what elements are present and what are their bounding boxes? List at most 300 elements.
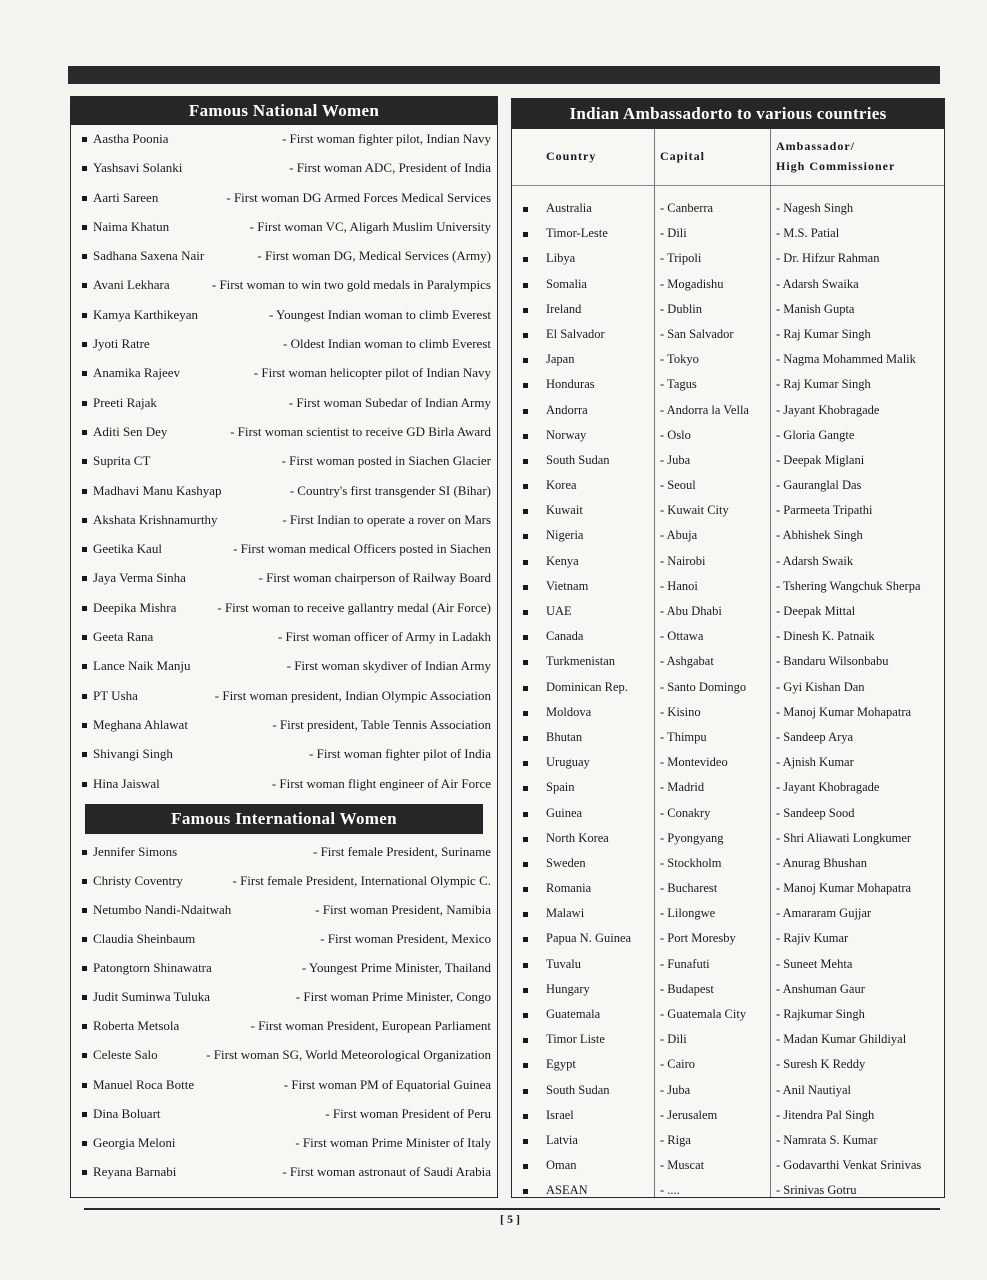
country-cell: Andorra [546, 402, 588, 417]
list-item [71, 983, 497, 1012]
international-women-heading: Famous International Women [85, 804, 483, 834]
list-item [71, 330, 497, 359]
achievement: - First woman Prime Minister, Congo [295, 989, 491, 1005]
list-item [71, 184, 497, 213]
achievement: - First woman PM of Equatorial Guinea [283, 1076, 491, 1092]
ambassador-cell: - Jayant Khobragade [776, 780, 880, 795]
ambassador-cell: - Amararam Gujjar [776, 906, 872, 921]
capital-cell: - Bucharest [660, 881, 718, 896]
header-capital: Capital [660, 149, 706, 163]
table-row [512, 322, 944, 347]
ambassador-cell: - Dr. Hifzur Rahman [776, 251, 880, 266]
table-row [512, 977, 944, 1002]
capital-cell: - Dili [660, 226, 687, 241]
table-row [512, 574, 944, 599]
bullet-icon [523, 232, 528, 237]
achievement: - First woman Prime Minister of Italy [295, 1134, 491, 1150]
ambassador-cell: - Manish Gupta [776, 301, 855, 316]
list-item [71, 770, 497, 799]
ambassador-cell: - Rajkumar Singh [776, 1007, 865, 1021]
ambassador-cell: - Tshering Wangchuk Sherpa [776, 578, 921, 593]
bullet-icon [523, 686, 528, 691]
table-row [512, 649, 944, 674]
capital-cell: - Madrid [660, 780, 705, 795]
achievement: - First woman VC, Aligarh Muslim University [249, 218, 491, 234]
page-number: [ 5 ] [500, 1212, 520, 1226]
woman-name: Deepika Mishra [93, 599, 177, 615]
country-cell: Timor Liste [546, 1032, 605, 1047]
list-item [71, 213, 497, 242]
list-item [71, 1071, 497, 1100]
ambassador-cell: - Bandaru Wilsonbabu [776, 654, 889, 669]
table-row [512, 246, 944, 271]
ambassador-cell: - Anurag Bhushan [776, 855, 867, 870]
bullet-icon [523, 283, 528, 288]
table-row [512, 926, 944, 951]
table-row [512, 549, 944, 574]
list-item [71, 925, 497, 954]
country-cell: Korea [546, 478, 577, 493]
ambassador-cell: - Suneet Mehta [776, 956, 853, 971]
capital-cell: - Dili [660, 1032, 687, 1047]
country-cell: Guinea [546, 805, 583, 820]
ambassador-cell: - Manoj Kumar Mohapatra [776, 881, 912, 896]
table-row [512, 398, 944, 423]
country-cell: Egypt [546, 1057, 576, 1072]
list-item [71, 1158, 497, 1187]
woman-name: Sadhana Saxena Nair [93, 248, 205, 264]
bullet-icon [523, 257, 528, 262]
list-item [71, 125, 497, 154]
women-column [70, 96, 498, 1198]
bullet-icon [523, 560, 528, 565]
country-cell: El Salvador [546, 326, 605, 341]
country-cell: South Sudan [546, 452, 610, 467]
achievement: - First woman medical Officers posted in Siachen [233, 541, 491, 557]
list-item [71, 447, 497, 476]
list-item [71, 154, 497, 183]
ambassador-cell: - Raj Kumar Singh [776, 326, 871, 341]
bullet-icon [523, 937, 528, 942]
table-row [512, 272, 944, 297]
ambassador-cell: - Adarsh Swaika [776, 276, 859, 291]
list-item [71, 594, 497, 623]
list-item [71, 506, 497, 535]
list-item [71, 242, 497, 271]
bullet-icon [523, 383, 528, 388]
achievement: - First woman President, Namibia [315, 902, 491, 918]
list-item [71, 535, 497, 564]
header-ambassador-line2: High Commissioner [776, 159, 896, 173]
ambassador-cell: - Manoj Kumar Mohapatra [776, 704, 912, 719]
ambassador-cell: - Srinivas Gotru [776, 1183, 857, 1198]
woman-name: Naima Khatun [93, 218, 170, 234]
capital-cell: - Riga [660, 1132, 691, 1147]
capital-cell: - Port Moresby [660, 931, 736, 946]
woman-name: Suprita CT [93, 453, 151, 469]
capital-cell: - Juba [660, 452, 691, 467]
bullet-icon [523, 509, 528, 514]
capital-cell: - Hanoi [660, 578, 698, 593]
woman-name: Aarti Sareen [93, 189, 159, 205]
ambassador-cell: - Gauranglal Das [776, 478, 862, 493]
woman-name: Geeta Rana [93, 629, 154, 645]
capital-cell: - Jerusalem [660, 1107, 718, 1122]
country-cell: Nigeria [546, 528, 584, 543]
bullet-icon [523, 812, 528, 817]
woman-name: Netumbo Nandi-Ndaitwah [93, 902, 232, 918]
bullet-icon [523, 1038, 528, 1043]
achievement: - First woman fighter pilot, Indian Navy [281, 131, 491, 146]
table-row [512, 851, 944, 876]
woman-name: Judit Suminwa Tuluka [93, 989, 211, 1005]
woman-name: Anamika Rajeev [93, 365, 180, 381]
country-cell: Latvia [546, 1132, 578, 1147]
table-row [512, 423, 944, 448]
woman-name: Roberta Metsola [93, 1018, 180, 1034]
ambassador-cell: - Sandeep Arya [776, 729, 854, 744]
bullet-icon [523, 887, 528, 892]
table-row [512, 599, 944, 624]
achievement: - First woman President, Mexico [320, 931, 491, 947]
capital-cell: - Guatemala City [660, 1007, 747, 1021]
bullet-icon [523, 837, 528, 842]
achievement: - Country's first transgender SI (Bihar) [289, 482, 491, 498]
table-row [512, 1052, 944, 1077]
woman-name: Jaya Verma Sinha [93, 570, 186, 586]
achievement: - First woman President of Peru [325, 1105, 491, 1121]
bullet-icon [523, 358, 528, 363]
capital-cell: - Canberra [660, 201, 714, 215]
woman-name: Akshata Krishnamurthy [93, 511, 218, 527]
woman-name: Preeti Rajak [93, 394, 157, 410]
country-cell: Dominican Rep. [546, 679, 628, 694]
list-item [71, 564, 497, 593]
bullet-icon [523, 912, 528, 917]
capital-cell: - Andorra la Vella [660, 402, 749, 417]
ambassadors-heading: Indian Ambassadorto to various countries [512, 99, 944, 129]
bullet-icon [523, 434, 528, 439]
capital-cell: - Funafuti [660, 956, 710, 971]
achievement: - First woman fighter pilot of India [309, 746, 491, 762]
list-item [71, 271, 497, 300]
woman-name: Yashsavi Solanki [93, 160, 183, 176]
country-cell: Spain [546, 780, 575, 795]
capital-cell: - Kuwait City [660, 503, 729, 518]
woman-name: Patongtorn Shinawatra [93, 960, 212, 976]
bullet-icon [523, 534, 528, 539]
table-row [512, 1153, 944, 1178]
country-cell: Oman [546, 1158, 577, 1173]
capital-cell: - Mogadishu [660, 276, 724, 291]
country-cell: Uruguay [546, 755, 590, 770]
achievement: - First woman skydiver of Indian Army [286, 658, 491, 674]
ambassador-cell: - Godavarthi Venkat Srinivas [776, 1158, 922, 1173]
country-cell: UAE [546, 604, 572, 618]
footer-rule [84, 1208, 940, 1210]
ambassador-cell: - Jitendra Pal Singh [776, 1107, 875, 1122]
ambassador-cell: - Rajiv Kumar [776, 931, 849, 946]
table-row [512, 775, 944, 800]
achievement: - First woman to receive gallantry medal (Air Force) [217, 599, 491, 615]
ambassador-column [511, 98, 945, 1198]
achievement: - First woman president, Indian Olympic Association [214, 687, 491, 703]
capital-cell: - Budapest [660, 981, 714, 996]
capital-cell: - .... [660, 1183, 680, 1198]
woman-name: Hina Jaiswal [93, 775, 160, 791]
capital-cell: - Pyongyang [660, 830, 724, 845]
bullet-icon [523, 1114, 528, 1119]
capital-cell: - Lilongwe [660, 906, 716, 921]
capital-cell: - Abuja [660, 528, 698, 543]
list-item [71, 1012, 497, 1041]
table-row [512, 1027, 944, 1052]
bullet-icon [523, 786, 528, 791]
achievement: - First woman ADC, President of India [289, 160, 491, 176]
achievement: - First woman posted in Siachen Glacier [281, 453, 491, 469]
list-item [71, 867, 497, 896]
ambassador-cell: - Deepak Mittal [776, 604, 856, 618]
ambassador-table-body [512, 196, 944, 1204]
table-row [512, 347, 944, 372]
table-row [512, 1002, 944, 1027]
table-row [512, 196, 944, 221]
ambassador-table-header [512, 129, 944, 186]
bullet-icon [523, 333, 528, 338]
capital-cell: - Tokyo [660, 352, 699, 367]
table-row [512, 952, 944, 977]
ambassador-cell: - Namrata S. Kumar [776, 1132, 878, 1147]
country-cell: Malawi [546, 906, 585, 921]
list-item [71, 477, 497, 506]
table-row [512, 1103, 944, 1128]
ambassador-cell: - Jayant Khobragade [776, 402, 880, 417]
achievement: - First female President, International Olympic C. [232, 872, 491, 888]
list-item [71, 1129, 497, 1158]
country-cell: South Sudan [546, 1082, 610, 1097]
ambassador-cell: - Anil Nautiyal [776, 1082, 851, 1097]
table-row [512, 700, 944, 725]
capital-cell: - Santo Domingo [660, 679, 747, 694]
national-women-heading: Famous National Women [71, 97, 497, 125]
header-ambassador-line1: Ambassador/ [776, 139, 856, 153]
ambassador-cell: - Adarsh Swaik [776, 553, 854, 568]
table-row [512, 624, 944, 649]
woman-name: Dina Boluart [93, 1105, 161, 1121]
country-cell: Israel [546, 1107, 574, 1122]
bullet-icon [523, 635, 528, 640]
capital-cell: - Oslo [660, 427, 691, 442]
woman-name: PT Usha [93, 687, 138, 703]
woman-name: Avani Lekhara [93, 277, 170, 293]
table-row [512, 1078, 944, 1103]
capital-cell: - Nairobi [660, 553, 706, 568]
list-item [71, 711, 497, 740]
bullet-icon [523, 988, 528, 993]
country-cell: Papua N. Guinea [546, 931, 632, 946]
ambassador-cell: - Deepak Miglani [776, 452, 865, 467]
ambassador-cell: - Abhishek Singh [776, 528, 863, 543]
achievement: - First woman astronaut of Saudi Arabia [282, 1163, 491, 1179]
country-cell: Sweden [546, 855, 586, 870]
ambassador-cell: - Sandeep Sood [776, 805, 855, 820]
country-cell: Kenya [546, 553, 579, 568]
international-women-list [71, 838, 497, 1187]
capital-cell: - Conakry [660, 805, 711, 820]
bullet-icon [523, 1089, 528, 1094]
woman-name: Jyoti Ratre [93, 336, 150, 352]
country-cell: Romania [546, 881, 592, 896]
list-item [71, 389, 497, 418]
achievement: - First woman to win two gold medals in Paralympics [211, 277, 491, 293]
list-item [71, 954, 497, 983]
table-row [512, 876, 944, 901]
bullet-icon [523, 761, 528, 766]
table-row [512, 473, 944, 498]
ambassador-cell: - Raj Kumar Singh [776, 377, 871, 392]
country-cell: Ireland [546, 301, 582, 316]
achievement: - Youngest Prime Minister, Thailand [301, 960, 491, 976]
table-row [512, 725, 944, 750]
ambassador-cell: - Nagma Mohammed Malik [776, 352, 916, 367]
bullet-icon [523, 308, 528, 313]
bullet-icon [523, 711, 528, 716]
bullet-icon [523, 459, 528, 464]
bullet-icon [523, 1063, 528, 1068]
capital-cell: - Kisino [660, 704, 701, 719]
table-row [512, 826, 944, 851]
capital-cell: - Thimpu [660, 729, 707, 744]
country-cell: Japan [546, 352, 575, 367]
top-header-bar [68, 66, 940, 84]
capital-cell: - Cairo [660, 1057, 696, 1072]
bullet-icon [523, 484, 528, 489]
country-cell: Tuvalu [546, 956, 581, 971]
woman-name: Madhavi Manu Kashyap [93, 482, 222, 498]
country-cell: Canada [546, 629, 584, 644]
achievement: - Youngest Indian woman to climb Everest [268, 306, 491, 322]
list-item [71, 1100, 497, 1129]
country-cell: Australia [546, 201, 592, 215]
woman-name: Claudia Sheinbaum [93, 931, 196, 947]
woman-name: Shivangi Singh [93, 746, 173, 762]
ambassador-cell: - Suresh K Reddy [776, 1057, 866, 1072]
table-row [512, 448, 944, 473]
ambassador-cell: - Nagesh Singh [776, 201, 854, 215]
ambassador-cell: - Shri Aliawati Longkumer [776, 830, 912, 845]
table-row [512, 297, 944, 322]
country-cell: Kuwait [546, 503, 583, 518]
table-row [512, 801, 944, 826]
achievement: - First woman scientist to receive GD Birla Award [230, 423, 491, 439]
country-cell: Guatemala [546, 1007, 601, 1021]
achievement: - First president, Table Tennis Association [272, 716, 491, 732]
national-women-list [71, 125, 497, 799]
table-row [512, 1178, 944, 1203]
capital-cell: - Abu Dhabi [660, 604, 722, 618]
capital-cell: - Montevideo [660, 755, 728, 770]
bullet-icon [523, 610, 528, 615]
table-row [512, 675, 944, 700]
woman-name: Reyana Barnabi [93, 1163, 177, 1179]
country-cell: Turkmenistan [546, 654, 615, 669]
bullet-icon [523, 660, 528, 665]
achievement: - First woman SG, World Meteorological Organization [206, 1047, 491, 1063]
country-cell: Bhutan [546, 729, 583, 744]
capital-cell: - Seoul [660, 478, 696, 493]
woman-name: Aditi Sen Dey [93, 423, 168, 439]
ambassador-cell: - Gloria Gangte [776, 427, 855, 442]
country-cell: Hungary [546, 981, 590, 996]
ambassador-cell: - Madan Kumar Ghildiyal [776, 1032, 907, 1047]
achievement: - First woman Subedar of Indian Army [288, 394, 491, 410]
bullet-icon [523, 585, 528, 590]
list-item [71, 838, 497, 867]
woman-name: Kamya Karthikeyan [93, 306, 199, 322]
woman-name: Geetika Kaul [93, 541, 162, 557]
bullet-icon [523, 736, 528, 741]
ambassador-cell: - M.S. Patial [776, 226, 840, 241]
achievement: - First woman chairperson of Railway Board [258, 570, 491, 586]
country-cell: ASEAN [546, 1183, 588, 1198]
capital-cell: - San Salvador [660, 326, 734, 341]
capital-cell: - Muscat [660, 1158, 705, 1173]
list-item [71, 896, 497, 925]
ambassador-cell: - Anshuman Gaur [776, 981, 865, 996]
country-cell: Norway [546, 427, 587, 442]
capital-cell: - Juba [660, 1082, 691, 1097]
list-item [71, 359, 497, 388]
table-row [512, 901, 944, 926]
capital-cell: - Stockholm [660, 855, 722, 870]
bullet-icon [523, 1013, 528, 1018]
achievement: - First woman DG, Medical Services (Army) [257, 248, 491, 264]
list-item [71, 682, 497, 711]
header-country: Country [546, 149, 597, 163]
capital-cell: - Ottawa [660, 629, 704, 644]
list-item [71, 301, 497, 330]
country-cell: Vietnam [546, 578, 589, 593]
bullet-icon [523, 409, 528, 414]
woman-name: Celeste Salo [93, 1047, 158, 1063]
woman-name: Georgia Meloni [93, 1134, 176, 1150]
bullet-icon [523, 207, 528, 212]
ambassador-cell: - Parmeeta Tripathi [776, 503, 873, 518]
achievement: - First female President, Suriname [313, 843, 491, 859]
woman-name: Manuel Roca Botte [93, 1076, 195, 1092]
woman-name: Jennifer Simons [93, 843, 178, 859]
bullet-icon [523, 862, 528, 867]
woman-name: Christy Coventry [93, 872, 183, 888]
country-cell: Timor-Leste [546, 226, 608, 241]
table-row [512, 750, 944, 775]
achievement: - First woman President, European Parliament [250, 1018, 491, 1034]
achievement: - First woman flight engineer of Air Force [271, 775, 491, 791]
table-row [512, 1128, 944, 1153]
list-item [71, 652, 497, 681]
country-cell: North Korea [546, 830, 609, 845]
list-item [71, 623, 497, 652]
woman-name: Lance Naik Manju [93, 658, 191, 674]
capital-cell: - Tripoli [660, 251, 702, 266]
country-cell: Moldova [546, 704, 592, 719]
country-cell: Libya [546, 251, 576, 266]
table-row [512, 498, 944, 523]
achievement: - First woman DG Armed Forces Medical Services [226, 189, 491, 205]
capital-cell: - Tagus [660, 377, 697, 392]
ambassador-cell: - Dinesh K. Patnaik [776, 629, 875, 644]
list-item [71, 740, 497, 769]
